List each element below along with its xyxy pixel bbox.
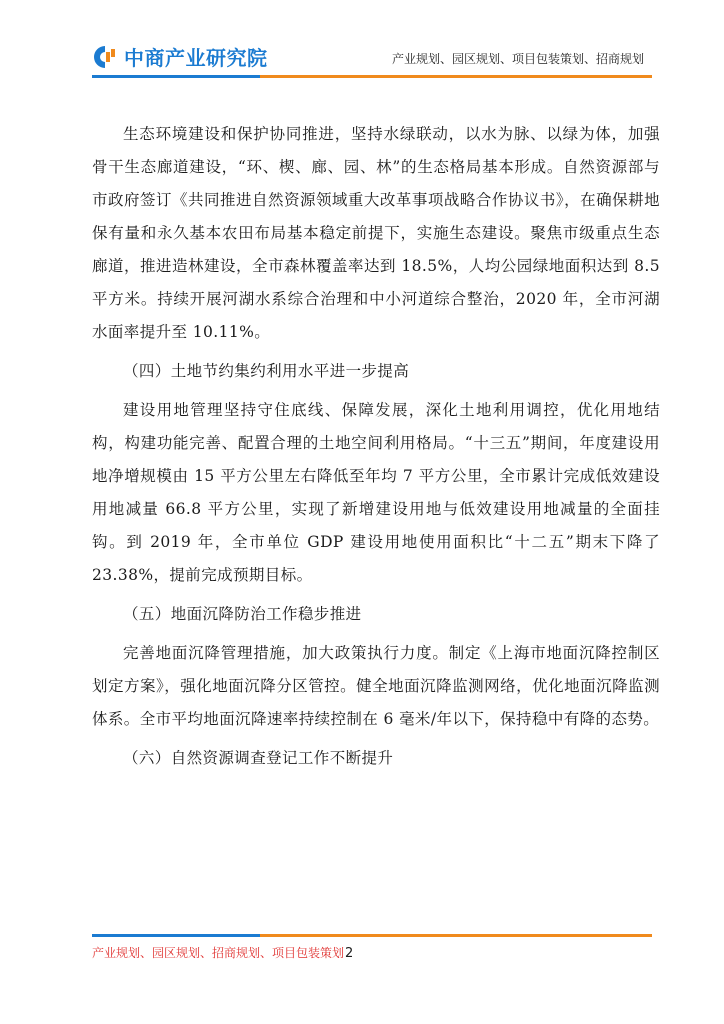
paragraph-land-use: 建设用地管理坚持守住底线、保障发展，深化土地利用调控，优化用地结构，构建功能完善、配置合理的土地空间利用格局。“十三五”期间，年度建设用地净增规模由 15 平方公里左右降低至年均 7 平方公里，全市累计完成低效建设用地减量 66.8 平方公里，实现了新增建设用地与低效建设用地减量的全面挂钩。到 2019 年，全市单位 GDP 建设用地使用面积比“十二五”期末下降了 23.38%，提前完成预期目标。 [92, 401, 660, 584]
header-rule-blue [92, 75, 260, 78]
logo-text: 中商产业研究院 [124, 46, 268, 70]
paragraph-subsidence: 完善地面沉降管理措施，加大政策执行力度。制定《上海市地面沉降控制区划定方案》，强化地面沉降分区管控。健全地面沉降监测网络，优化地面沉降监测体系。全市平均地面沉降速率持续控制在 6 毫米/年以下，保持稳中有降的态势。 [92, 644, 660, 728]
footer-tagline: 产业规划、园区规划、招商规划、项目包装策划 [92, 946, 345, 960]
header-rule-orange [260, 75, 652, 78]
section-heading-4: （四）土地节约集约利用水平进一步提高 [123, 362, 410, 380]
footer-rule-blue [92, 934, 260, 937]
footer-rule-orange [260, 934, 652, 937]
paragraph-ecology: 生态环境建设和保护协同推进，坚持水绿联动，以水为脉、以绿为体，加强骨干生态廊道建设，“环、楔、廊、园、林”的生态格局基本形成。自然资源部与市政府签订《共同推进自然资源领域重大改革事项战略合作协议书》，在确保耕地保有量和永久基本农田布局基本稳定前提下，实施生态建设。聚焦市级重点生态廊道，推进造林建设，全市森林覆盖率达到 18.5%，人均公园绿地面积达到 8.5 平方米。持续开展河湖水系综合治理和中小河道综合整治，2020 年，全市河湖水面率提升至 10.11%。 [92, 125, 660, 341]
section-heading-6: （六）自然资源调查登记工作不断提升 [123, 749, 394, 767]
page-number: 2 [345, 946, 354, 961]
page-footer [92, 944, 353, 961]
section-heading-5: （五）地面沉降防治工作稳步推进 [123, 605, 362, 623]
company-logo [92, 42, 268, 71]
header-tagline: 产业规划、园区规划、项目包装策划、招商规划 [391, 52, 644, 66]
document-body [92, 118, 660, 781]
page-header [0, 0, 724, 80]
logo-mark-icon [92, 44, 118, 70]
